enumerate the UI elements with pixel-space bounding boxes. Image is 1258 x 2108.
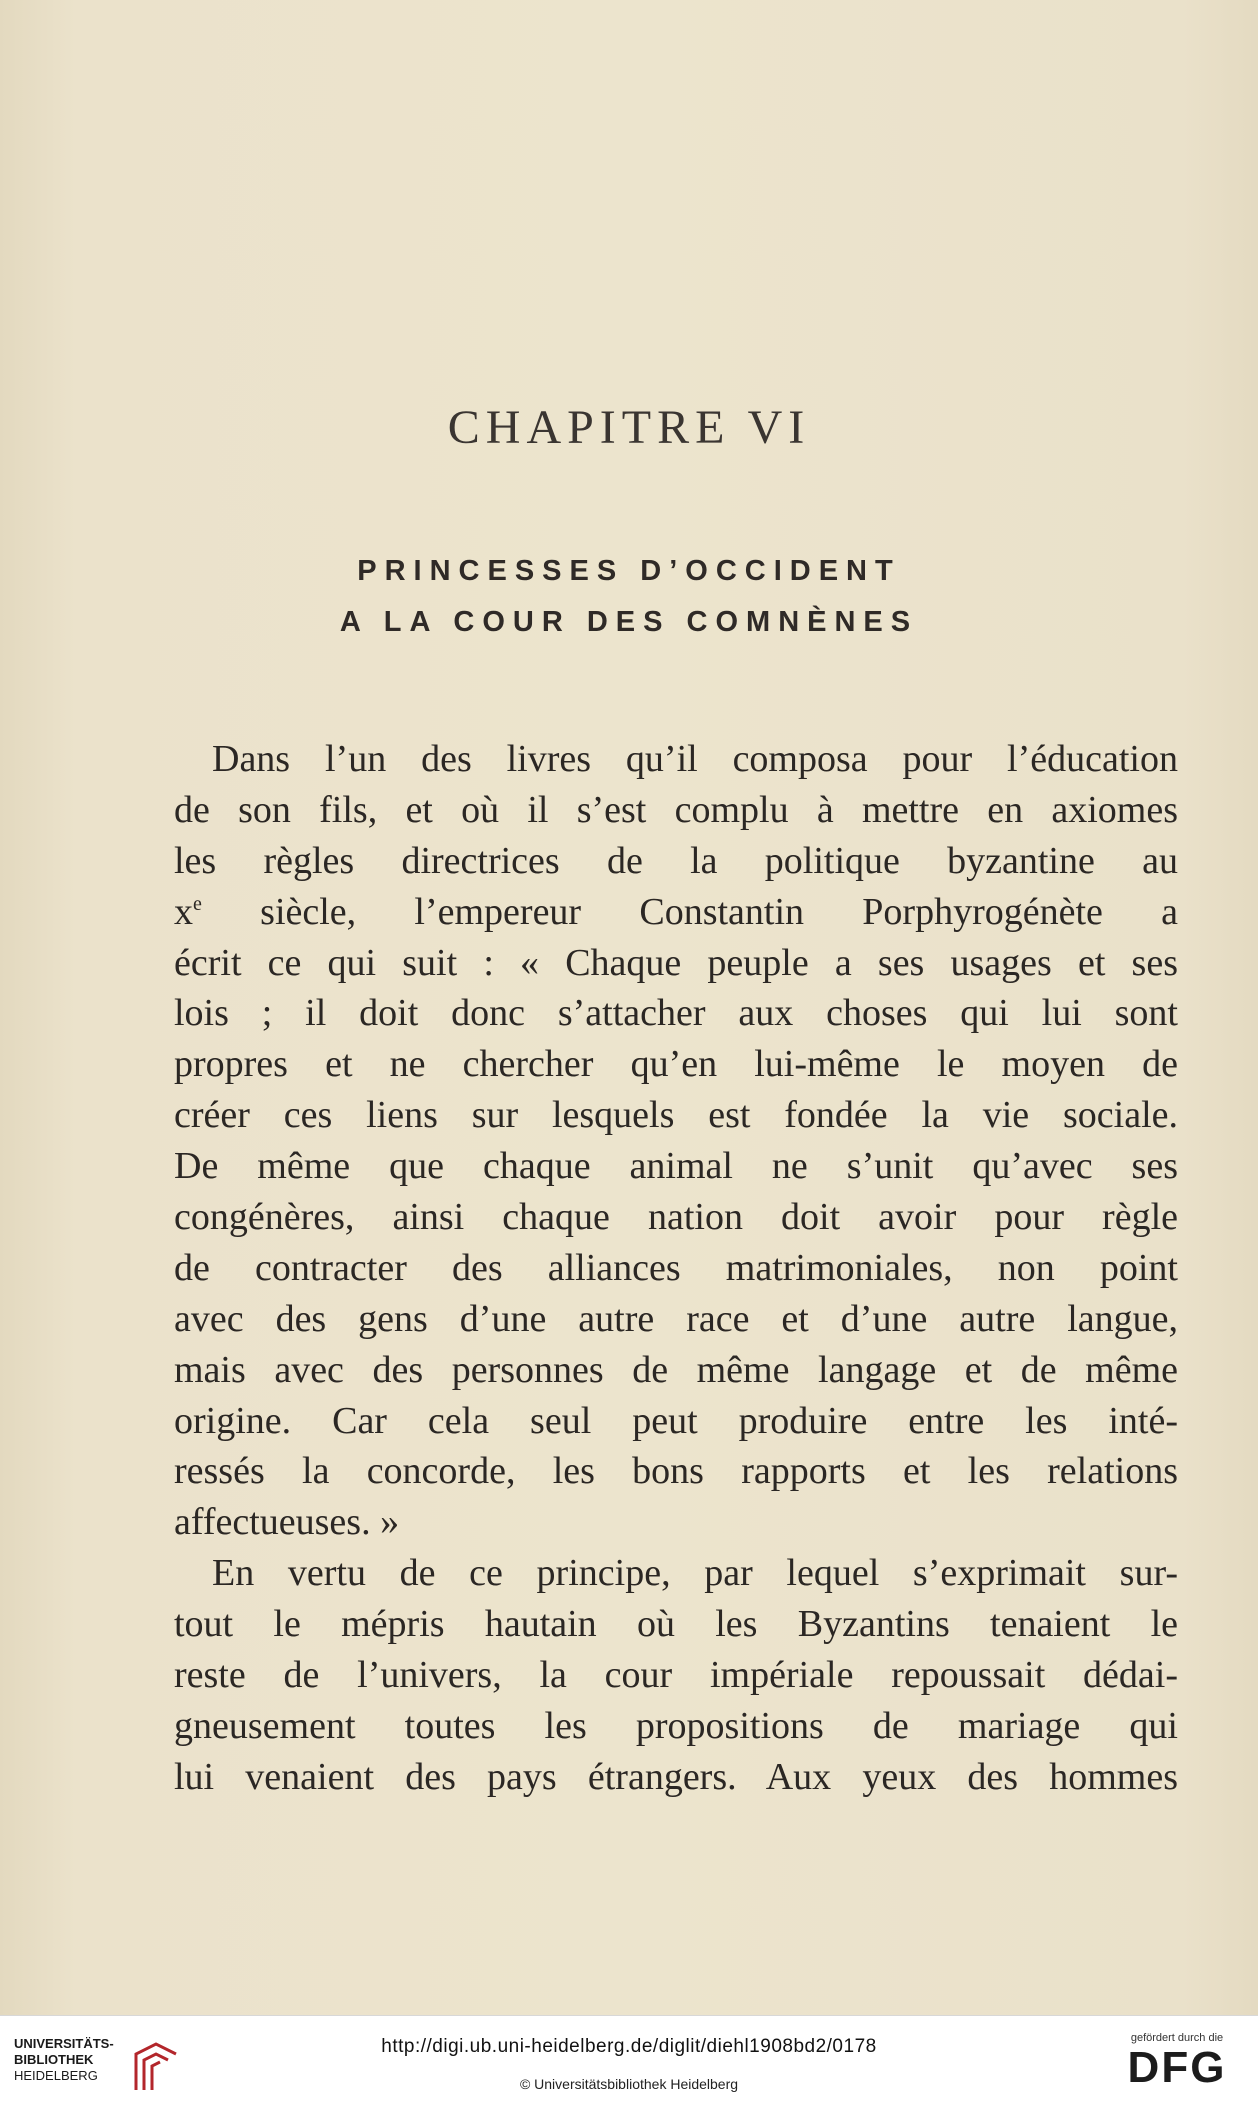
text-line: En vertu de ce principe, par lequel s’exprimait sur- <box>212 1552 1178 1595</box>
permalink-url[interactable]: http://digi.ub.uni-heidelberg.de/diglit/diehl1908bd2/0178 <box>381 2036 877 2057</box>
text-line: de contracter des alliances matrimoniales, non point <box>174 1246 1178 1289</box>
text-line: écrit ce qui suit : « Chaque peuple a ses usages et ses <box>174 941 1178 984</box>
viewer-footer <box>0 2015 1258 2108</box>
library-name-line-1: UNIVERSITÄTS- <box>14 2036 114 2051</box>
text-line: gneusement toutes les propositions de mariage qui <box>174 1704 1178 1747</box>
text-line: de son fils, et où il s’est complu à mettre en axiomes <box>174 788 1178 831</box>
dfg-logo-text: DFG <box>1127 2043 1227 2092</box>
chapter-title: CHAPITRE VI <box>447 401 811 454</box>
text-line: tout le mépris hautain où les Byzantins tenaient le <box>174 1603 1178 1646</box>
body-text <box>174 734 1178 1803</box>
copyright-notice: © Universitätsbibliothek Heidelberg <box>519 2076 739 2092</box>
text-line: origine. Car cela seul peut produire entre les inté- <box>174 1399 1178 1442</box>
century-numeral: x <box>174 890 193 933</box>
chapter-subtitle-line-2: A LA COUR DES COMNÈNES <box>339 606 919 638</box>
text-line: les règles directrices de la politique byzantine au <box>174 839 1178 882</box>
text-line: propres et ne chercher qu’en lui-même le moyen de <box>174 1043 1178 1086</box>
text-line: affectueuses. » <box>174 1501 400 1544</box>
century-superscript: e <box>193 892 202 915</box>
text-line: avec des gens d’une autre race et d’une autre langue, <box>174 1297 1178 1340</box>
text-line: lui venaient des pays étrangers. Aux yeux des hommes <box>174 1755 1178 1798</box>
text-line-century <box>174 887 1178 938</box>
text-line-rest: siècle, l’empereur Constantin Porphyrogénète a <box>260 890 1178 933</box>
text-line: lois ; il doit donc s’attacher aux choses qui lui sont <box>174 992 1178 1035</box>
text-line: mais avec des personnes de même langage et de même <box>174 1348 1178 1391</box>
text-line: congénères, ainsi chaque nation doit avoir pour règle <box>174 1196 1178 1239</box>
text-line: reste de l’univers, la cour impériale repoussait dédai- <box>174 1654 1178 1697</box>
text-line: ressés la concorde, les bons rapports et les relations <box>174 1450 1178 1493</box>
library-name-line-2: BIBLIOTHEK <box>14 2052 94 2067</box>
text-line: Dans l’un des livres qu’il composa pour l’éducation <box>212 738 1178 780</box>
library-name-line-3: HEIDELBERG <box>14 2068 98 2083</box>
text-line: De même que chaque animal ne s’unit qu’avec ses <box>174 1145 1178 1188</box>
dfg-funding-logo[interactable] <box>1112 2032 1242 2100</box>
chapter-subtitle-line-1: PRINCESSES D’OCCIDENT <box>357 555 901 587</box>
funded-by-label: gefördert durch die <box>1130 2032 1224 2044</box>
text-line: créer ces liens sur lesquels est fondée la vie sociale. <box>174 1094 1178 1137</box>
